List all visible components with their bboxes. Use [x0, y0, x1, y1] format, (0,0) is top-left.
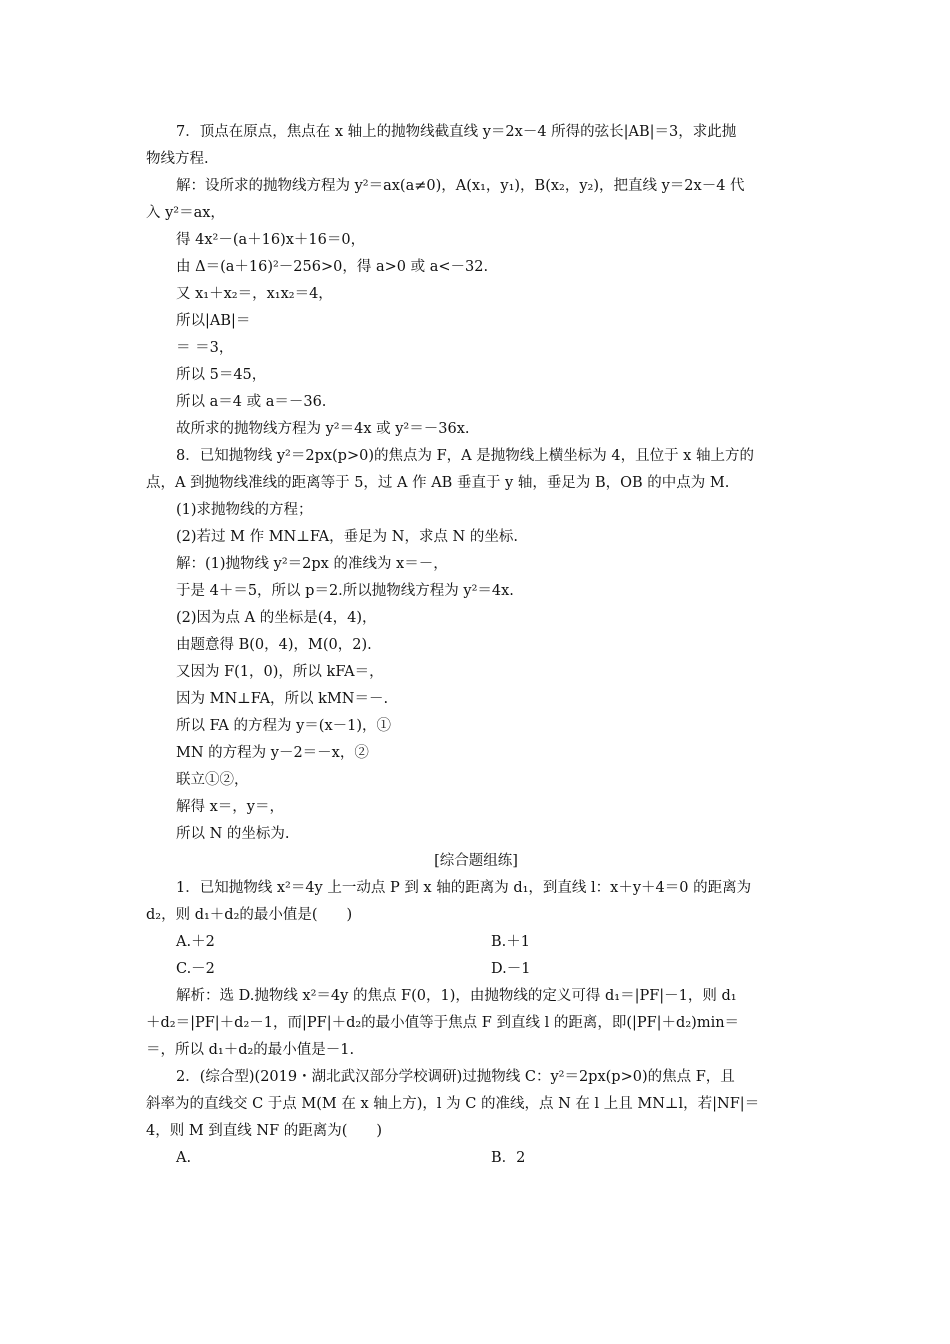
solution-8-line-1: 解：(1)抛物线 y²＝2px 的准线为 x＝－， — [176, 556, 448, 572]
question-2-line-2: 斜率为的直线交 C 于点 M(M 在 x 轴上方)，l 为 C 的准线，点 N 在 l 上且 MN⊥l，若|NF|＝ — [146, 1096, 760, 1112]
question-2-line-1: 2．(综合型)(2019・湖北武汉部分学校调研)过抛物线 C：y²＝2px(p>0)的焦点 F，且 — [176, 1069, 735, 1085]
solution-8-line-3: (2)因为点 A 的坐标是(4，4)， — [176, 610, 377, 626]
question-1-options-row-1 — [146, 929, 806, 956]
solution-7-line-7: ＝ ＝3， — [176, 340, 234, 356]
analysis-1-line-1: 解析：选 D.抛物线 x²＝4y 的焦点 F(0，1)，由抛物线的定义可得 d₁＝|PF|－1，则 d₁ — [176, 988, 737, 1004]
problem-8-part-1: (1)求抛物线的方程； — [176, 502, 313, 518]
solution-7-line-10: 故所求的抛物线方程为 y²＝4x 或 y²＝－36x. — [176, 421, 470, 437]
solution-8-line-11: 所以 N 的坐标为. — [176, 826, 290, 842]
question-1-option-c: C.－2 — [176, 961, 215, 977]
solution-8-line-5: 又因为 F(1，0)，所以 kFA＝， — [176, 664, 384, 680]
analysis-1-line-3: ＝，所以 d₁＋d₂的最小值是－1. — [146, 1042, 355, 1058]
problem-8-line-2: 点，A 到抛物线准线的距离等于 5，过 A 作 AB 垂直于 y 轴，垂足为 B，OB 的中点为 M. — [146, 475, 730, 491]
solution-7-line-8: 所以 5＝45， — [176, 367, 267, 383]
question-2-line-3: 4，则 M 到直线 NF 的距离为( ) — [146, 1123, 383, 1139]
solution-8-line-8: MN 的方程为 y－2＝－x，② — [176, 745, 369, 761]
problem-7-line-1: 7．顶点在原点，焦点在 x 轴上的抛物线截直线 y＝2x－4 所得的弦长|AB|＝3，求此抛 — [176, 124, 737, 140]
question-1-option-a: A.＋2 — [176, 934, 215, 950]
solution-7-line-9: 所以 a＝4 或 a＝－36. — [176, 394, 327, 410]
question-2-option-a: A. — [176, 1150, 192, 1166]
question-2-option-b: B．2 — [491, 1150, 526, 1166]
solution-8-line-4: 由题意得 B(0，4)，M(0，2). — [176, 637, 372, 653]
question-1-option-b: B.＋1 — [491, 934, 530, 950]
solution-7-line-5: 又 x₁＋x₂＝，x₁x₂＝4， — [176, 286, 333, 302]
question-1-line-1: 1．已知抛物线 x²＝4y 上一动点 P 到 x 轴的距离为 d₁，到直线 l：x＋y＋4＝0 的距离为 — [176, 880, 752, 896]
solution-7-line-3: 得 4x²－(a＋16)x＋16＝0， — [176, 232, 366, 248]
solution-7-line-4: 由 Δ＝(a＋16)²－256>0，得 a>0 或 a<－32. — [176, 259, 489, 275]
solution-8-line-7: 所以 FA 的方程为 y＝(x－1)，① — [176, 718, 392, 734]
question-1-options-row-2 — [146, 956, 806, 983]
solution-7-line-1: 解：设所求的抛物线方程为 y²＝ax(a≠0)，A(x₁，y₁)，B(x₂，y₂)，把直线 y＝2x－4 代 — [176, 178, 745, 194]
solution-8-line-2: 于是 4＋＝5，所以 p＝2.所以抛物线方程为 y²＝4x. — [176, 583, 514, 599]
question-2-options-row-1 — [146, 1145, 806, 1172]
question-1-line-2: d₂，则 d₁＋d₂的最小值是( ) — [146, 907, 353, 923]
solution-8-line-9: 联立①②， — [176, 772, 249, 788]
document-content — [146, 119, 806, 1172]
solution-7-line-2: 入 y²＝ax， — [146, 205, 225, 221]
solution-8-line-6: 因为 MN⊥FA，所以 kMN＝－. — [176, 691, 389, 707]
problem-8-line-1: 8．已知抛物线 y²＝2px(p>0)的焦点为 F，A 是抛物线上横坐标为 4，且位于 x 轴上方的 — [176, 448, 754, 464]
solution-8-line-10: 解得 x＝，y＝， — [176, 799, 284, 815]
analysis-1-line-2: ＋d₂＝|PF|＋d₂－1，而|PF|＋d₂的最小值等于焦点 F 到直线 l 的距离，即(|PF|＋d₂)min＝ — [146, 1015, 740, 1031]
problem-8-part-2: (2)若过 M 作 MN⊥FA，垂足为 N，求点 N 的坐标. — [176, 529, 518, 545]
problem-7-line-2: 物线方程. — [146, 151, 209, 167]
solution-7-line-6: 所以|AB|＝ — [176, 313, 251, 329]
section-heading: [综合题组练] — [434, 853, 518, 869]
question-1-option-d: D.－1 — [491, 961, 531, 977]
